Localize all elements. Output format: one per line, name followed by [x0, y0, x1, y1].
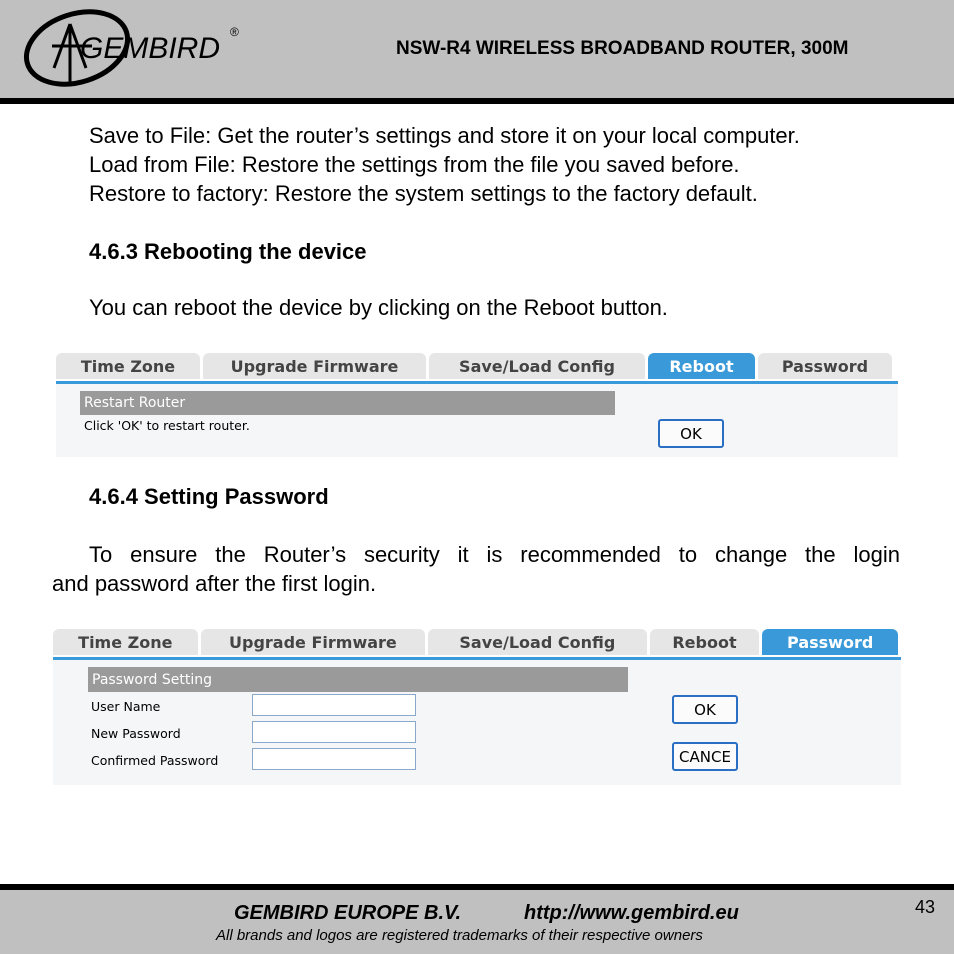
footer-company: GEMBIRD EUROPE B.V.	[234, 902, 462, 924]
page-footer	[0, 890, 954, 954]
user-name-input[interactable]	[252, 694, 416, 716]
section-bar-password-setting: Password Setting	[88, 667, 628, 692]
new-password-label: New Password	[91, 726, 181, 741]
section-bar-restart-router: Restart Router	[80, 391, 615, 415]
reboot-screenshot-panel	[56, 353, 898, 457]
tab-time-zone[interactable]: Time Zone	[56, 353, 200, 379]
new-password-input[interactable]	[252, 721, 416, 743]
password-panel-body	[53, 660, 901, 785]
load-from-file-text: Load from File: Restore the settings from the file you saved before.	[89, 152, 740, 177]
restart-instruction: Click 'OK' to restart router.	[84, 418, 250, 433]
tab-reboot[interactable]: Reboot	[650, 629, 760, 655]
save-to-file-text: Save to File: Get the router’s settings and store it on your local computer.	[89, 123, 800, 148]
user-name-label: User Name	[91, 699, 161, 714]
tab-reboot[interactable]: Reboot	[648, 353, 755, 379]
settings-tabs	[56, 353, 898, 384]
password-description-line-1: To ensure the Router’s security it is recommended to change the login	[89, 542, 900, 567]
confirmed-password-input[interactable]	[252, 748, 416, 770]
section-heading-reboot: 4.6.3 Rebooting the device	[89, 239, 367, 264]
svg-text:®: ®	[230, 25, 239, 39]
tab-time-zone[interactable]: Time Zone	[53, 629, 198, 655]
footer-trademark-notice: All brands and logos are registered trademarks of their respective owners	[216, 927, 703, 944]
password-screenshot-panel	[53, 629, 901, 785]
section-heading-password: 4.6.4 Setting Password	[89, 484, 329, 509]
page-number: 43	[915, 897, 936, 917]
gembird-logo	[22, 6, 252, 92]
password-description-line-2: and password after the first login.	[52, 571, 377, 596]
password-cancel-button[interactable]: CANCE	[672, 742, 738, 771]
footer-url: http://www.gembird.eu	[524, 902, 739, 924]
reboot-description: You can reboot the device by clicking on the Reboot button.	[89, 295, 668, 320]
header-divider	[0, 98, 954, 104]
tab-upgrade-firmware[interactable]: Upgrade Firmware	[203, 353, 426, 379]
tab-save-load-config[interactable]: Save/Load Config	[428, 629, 646, 655]
tab-password[interactable]: Password	[762, 629, 898, 655]
tab-save-load-config[interactable]: Save/Load Config	[429, 353, 645, 379]
settings-tabs	[53, 629, 901, 660]
svg-text:GEMBIRD: GEMBIRD	[80, 32, 221, 65]
tab-password[interactable]: Password	[758, 353, 892, 379]
tab-upgrade-firmware[interactable]: Upgrade Firmware	[201, 629, 425, 655]
password-ok-button[interactable]: OK	[672, 695, 738, 724]
reboot-panel-body	[56, 384, 898, 457]
document-title: NSW-R4 WIRELESS BROADBAND ROUTER, 300M	[396, 38, 849, 59]
restore-factory-text: Restore to factory: Restore the system settings to the factory default.	[89, 181, 758, 206]
confirmed-password-label: Confirmed Password	[91, 753, 219, 768]
reboot-ok-button[interactable]: OK	[658, 419, 724, 448]
password-description	[52, 540, 900, 598]
